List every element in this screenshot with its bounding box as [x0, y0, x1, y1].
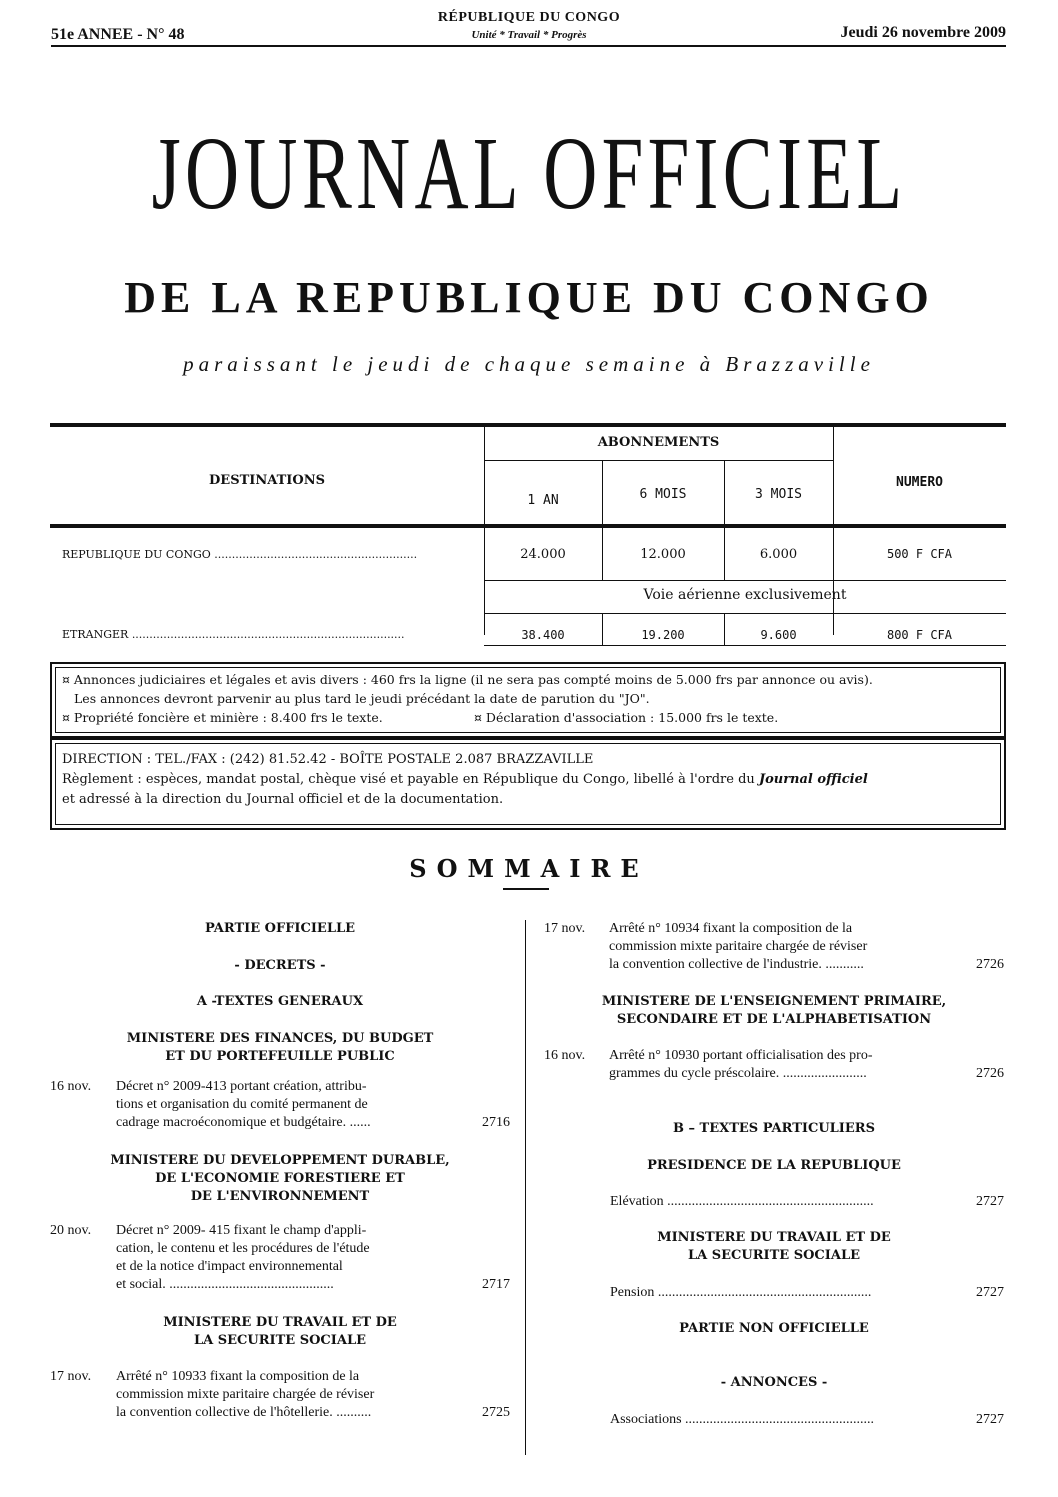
- entry-page: 2727: [976, 1412, 1004, 1427]
- annonces-line3b: ¤ Déclaration d'association : 15.000 frs le texte.: [474, 710, 779, 725]
- sommaire-entry[interactable]: Elévation ........................................................... 2727: [610, 1194, 1004, 1209]
- ministry-developpement-heading: MINISTERE DU DEVELOPPEMENT DURABLE, DE L'ECONOMIE FORESTIERE ET DE L'ENVIRONNEMENT: [110, 1153, 450, 1204]
- row-etranger-6mois: 19.200: [641, 628, 685, 642]
- motto: Unité * Travail * Progrès: [471, 29, 587, 41]
- annonces-box: [50, 662, 1006, 738]
- textes-particuliers-heading: B – TEXTES PARTICULIERS: [673, 1121, 875, 1136]
- entry-page: 2726: [976, 957, 1004, 972]
- masthead-tagline: paraissant le jeudi de chaque semaine à Brazzaville: [183, 352, 875, 376]
- entry-page: 2726: [976, 1066, 1004, 1081]
- partie-officielle-heading: PARTIE OFFICIELLE: [204, 921, 356, 936]
- entry-date: 20 nov.: [50, 1223, 92, 1238]
- row-congo-6mois: 12.000: [640, 547, 686, 562]
- table-top-rule: [50, 423, 1006, 427]
- partie-non-officielle-heading: PARTIE NON OFFICIELLE: [679, 1321, 869, 1336]
- row-etranger-label: ETRANGER ..............................................................................: [62, 628, 405, 641]
- sommaire-entry[interactable]: Associations ...................................................... 2727: [610, 1412, 1004, 1427]
- col-destinations: DESTINATIONS: [209, 473, 325, 488]
- row-congo-numero: 500 F CFA: [886, 547, 953, 561]
- column-rule: [525, 920, 526, 1455]
- row-congo-label: REPUBLIQUE DU CONGO ..........................................................: [62, 548, 418, 561]
- sommaire-entry[interactable]: 20 nov. Décret n° 2009- 415 fixant le champ d'appli- cation, le contenu et les procédures de l'étude et de la notice d'impact environnemental et social. ............................................... 2717: [50, 1223, 510, 1292]
- col-numero: NUMERO: [896, 475, 943, 490]
- entry-page: 2725: [482, 1405, 510, 1420]
- entry-page: 2717: [482, 1277, 510, 1292]
- annonces-line1: ¤ Annonces judiciaires et légales et avis divers : 460 frs la ligne (il ne sera pas compté moins de 5.000 frs par annonce ou avis).: [62, 672, 873, 687]
- row-congo-3mois: 6.000: [759, 547, 798, 562]
- sommaire-entry[interactable]: 16 nov. Arrêté n° 10930 portant officialisation des pro- grammes du cycle préscolaire. ........................ 2726: [544, 1048, 1004, 1081]
- sommaire-entry[interactable]: 16 nov. Décret n° 2009-413 portant création, attribu- tions et organisation du comité permanent de cadrage macroéconomique et budgétaire. ...... 2716: [50, 1079, 510, 1130]
- annonces-line3a: ¤ Propriété foncière et minière : 8.400 frs le texte.: [62, 710, 383, 725]
- entry-date: 17 nov.: [544, 921, 586, 936]
- textes-generaux-heading: A -TEXTES GENERAUX: [196, 994, 364, 1009]
- direction-box: [50, 738, 1006, 830]
- ministry-travail-heading: MINISTERE DU TRAVAIL ET DE LA SECURITE SOCIALE: [657, 1230, 891, 1263]
- row-etranger-1an: 38.400: [521, 628, 565, 642]
- issue-date: Jeudi 26 novembre 2009: [840, 24, 1006, 41]
- presidence-heading: PRESIDENCE DE LA REPUBLIQUE: [647, 1158, 901, 1173]
- col-6mois: 6 MOIS: [639, 487, 687, 502]
- entry-page: 2716: [482, 1115, 510, 1130]
- col-1an: 1 AN: [527, 493, 559, 508]
- annonces-heading: - ANNONCES -: [720, 1375, 828, 1390]
- table-header-rule: [50, 524, 1006, 528]
- decrets-heading: - DECRETS -: [234, 958, 326, 973]
- air-mail-note: Voie aérienne exclusivement: [643, 587, 847, 603]
- header-rule: [51, 45, 1006, 47]
- masthead-subtitle: DE LA REPUBLIQUE DU CONGO: [124, 273, 934, 322]
- direction-line2: [62, 772, 1000, 787]
- col-3mois: 3 MOIS: [755, 487, 802, 502]
- entry-page: 2727: [976, 1194, 1004, 1209]
- entry-page: 2727: [976, 1285, 1004, 1300]
- row-congo-1an: 24.000: [520, 547, 566, 562]
- sommaire-entry[interactable]: 17 nov. Arrêté n° 10933 fixant la composition de la commission mixte paritaire chargée de réviser la convention collective de l'hôtellerie. .......... 2725: [50, 1369, 510, 1420]
- ministry-enseignement-heading: MINISTERE DE L'ENSEIGNEMENT PRIMAIRE, SECONDAIRE ET DE L'ALPHABETISATION: [601, 994, 947, 1027]
- ministry-travail-heading: MINISTERE DU TRAVAIL ET DE LA SECURITE SOCIALE: [163, 1315, 397, 1348]
- sommaire-entry[interactable]: Pension ............................................................. 2727: [610, 1285, 1004, 1300]
- sommaire-rule: [503, 888, 549, 890]
- masthead-title: JOURNAL OFFICIEL: [151, 116, 907, 231]
- sommaire-title: SOMMAIRE: [409, 854, 649, 883]
- entry-date: 16 nov.: [50, 1079, 92, 1094]
- row-etranger-numero: 800 F CFA: [886, 628, 953, 642]
- direction-line3: et adressé à la direction du Journal officiel et de la documentation.: [62, 792, 504, 807]
- subscription-table: [50, 423, 1006, 645]
- entry-date: 17 nov.: [50, 1369, 92, 1384]
- annonces-line2: Les annonces devront parvenir au plus tard le jeudi précédant la date de parution du "JO".: [74, 691, 650, 706]
- direction-line2-text: Règlement : espèces, mandat postal, chèque visé et payable en République du Congo, libellé à l'ordre du: [62, 772, 755, 787]
- republic-name: RÉPUBLIQUE DU CONGO: [437, 10, 621, 25]
- sommaire-entry[interactable]: 17 nov. Arrêté n° 10934 fixant la composition de la commission mixte paritaire chargée de réviser la convention collective de l'industrie. ........... 2726: [544, 921, 1004, 972]
- ministry-finances-heading: MINISTERE DES FINANCES, DU BUDGET ET DU PORTEFEUILLE PUBLIC: [126, 1031, 434, 1064]
- col-abonnements: ABONNEMENTS: [597, 435, 720, 450]
- issue-number: 51e ANNEE - N° 48: [51, 26, 185, 43]
- journal-officiel-name: Journal officiel: [758, 772, 868, 787]
- row-etranger-3mois: 9.600: [760, 628, 797, 642]
- entry-date: 16 nov.: [544, 1048, 586, 1063]
- direction-line1: DIRECTION : TEL./FAX : (242) 81.52.42 - BOÎTE POSTALE 2.087 BRAZZAVILLE: [62, 752, 594, 767]
